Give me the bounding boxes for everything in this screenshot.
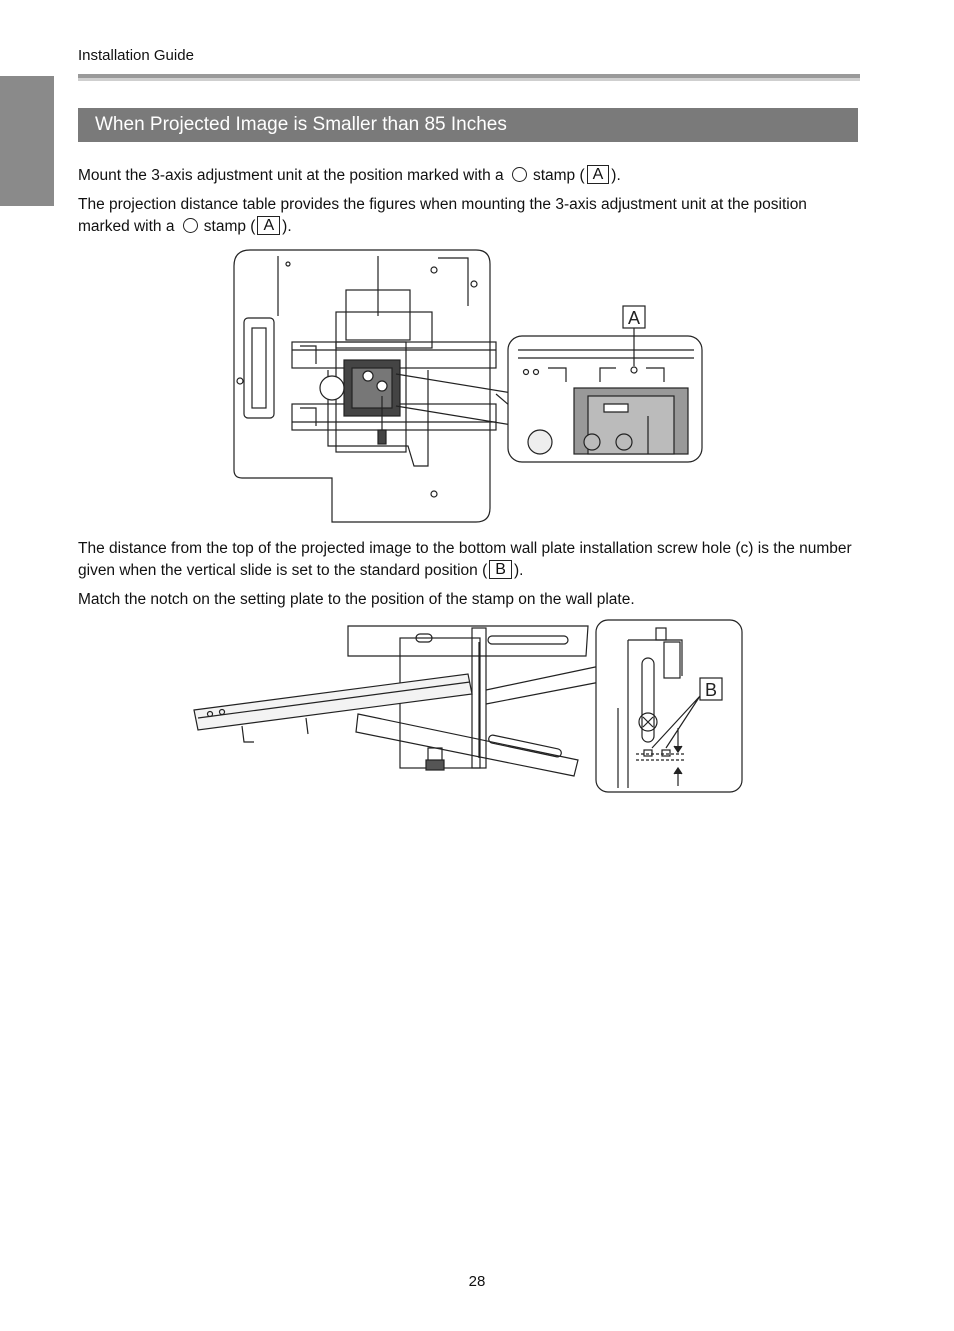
label-a: A: [587, 165, 610, 184]
page-number: 28: [468, 1273, 486, 1290]
figure-setting-plate: [188, 618, 748, 803]
paragraph-text: ).: [282, 218, 292, 235]
paragraph-mount: [78, 165, 860, 187]
section-title: When Projected Image is Smaller than 85 Inches: [78, 108, 858, 142]
circle-stamp-icon: [512, 167, 527, 182]
document-header: Installation Guide: [78, 47, 194, 64]
circle-stamp-icon: [183, 218, 198, 233]
figure-label-a: A: [627, 308, 641, 328]
paragraph-text: stamp (: [532, 167, 585, 184]
label-a: A: [257, 216, 280, 235]
paragraph-text: The distance from the top of the projected image to the bottom wall plate installation screw hole (c) is the number given when the vertical slide is set to the standard position (: [78, 540, 852, 579]
paragraph-projection-table: [78, 194, 860, 238]
paragraph-notch: Match the notch on the setting plate to the position of the stamp on the wall plate.: [78, 591, 635, 608]
label-b: B: [489, 560, 512, 579]
paragraph-text: Mount the 3-axis adjustment unit at the position marked with a: [78, 167, 504, 184]
mount-illustration: [228, 246, 708, 528]
figure-3axis-mount: [228, 246, 708, 533]
paragraph-distance: [78, 538, 860, 582]
figure-label-b: B: [704, 680, 718, 700]
paragraph-text: The projection distance table provides the figures when mounting the 3-axis adjustment unit at the position marked with a: [78, 196, 807, 235]
paragraph-text: stamp (: [203, 218, 256, 235]
setting-plate-illustration: [188, 618, 748, 798]
paragraph-text: ).: [513, 562, 524, 579]
paragraph-text: ).: [611, 167, 621, 184]
chapter-side-tab: [0, 76, 54, 206]
header-rule: [78, 74, 860, 81]
